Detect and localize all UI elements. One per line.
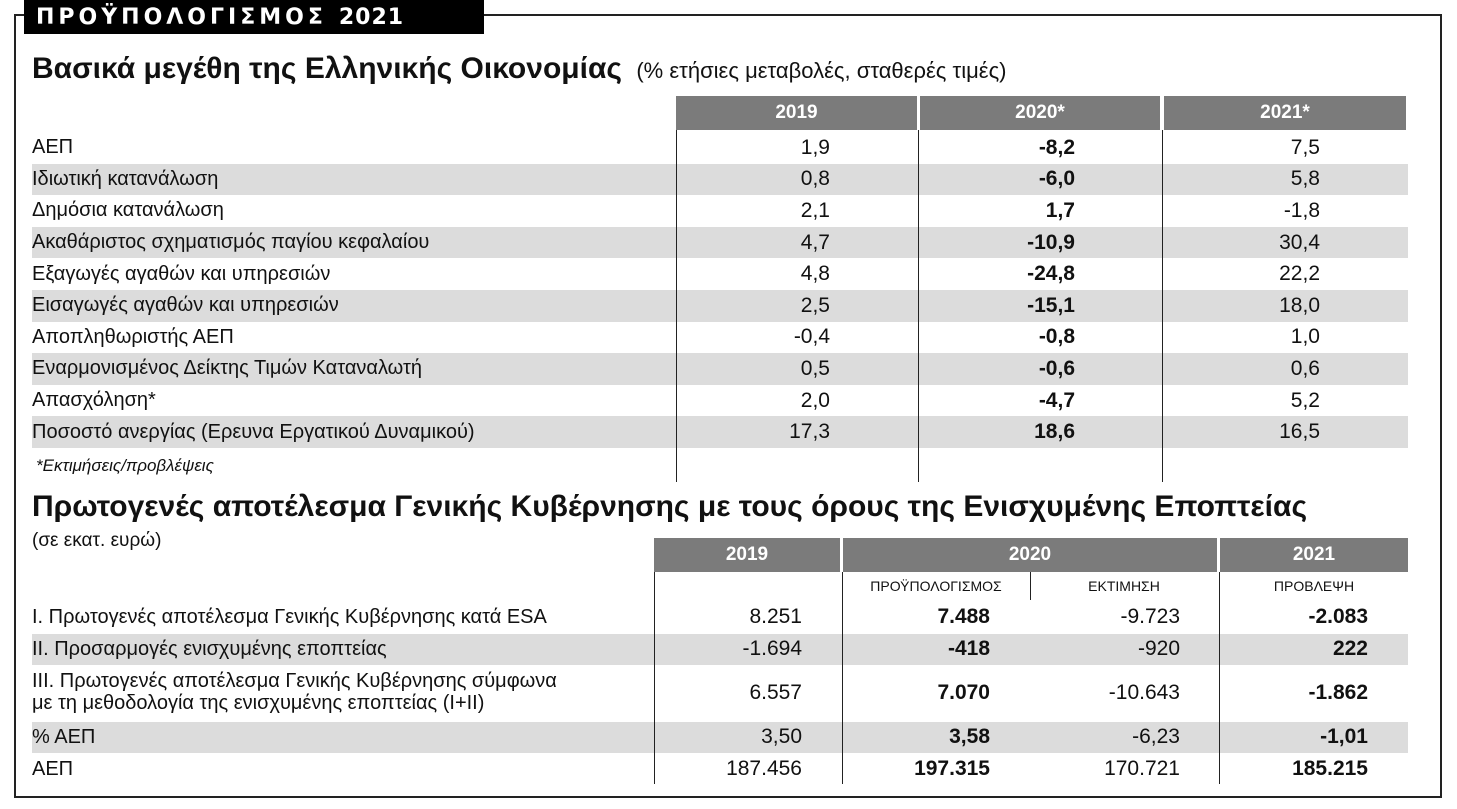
table1-header-2021: 2021* — [1164, 96, 1406, 130]
table2-subheader-budget: ΠΡΟΫΠΟΛΟΓΙΣΜΟΣ — [870, 578, 1002, 594]
table2-divider — [654, 572, 655, 784]
value-2021-forecast: -2.083 — [1308, 604, 1368, 628]
value-2020: -0,8 — [1038, 325, 1075, 349]
row-label — [32, 606, 547, 628]
value-2021: 18,0 — [1279, 293, 1320, 317]
value-2021: 5,8 — [1290, 167, 1320, 191]
value-2019: 0,5 — [800, 356, 830, 380]
value-2020: -6,0 — [1038, 167, 1075, 191]
row-label-line: II. Προσαρμογές ενισχυμένης εποπτείας — [32, 638, 387, 660]
value-2020: -8,2 — [1038, 135, 1075, 159]
value-2019: 8.251 — [749, 604, 802, 628]
table2-unit: (σε εκατ. ευρώ) — [32, 530, 162, 551]
value-2020-estimate: -9.723 — [1120, 604, 1180, 628]
value-2020: -24,8 — [1027, 262, 1075, 286]
value-2019: 2,0 — [800, 388, 830, 412]
value-2020: -4,7 — [1038, 388, 1075, 412]
value-2021-forecast: 185.215 — [1292, 756, 1368, 780]
row-label: Απασχόληση* — [32, 389, 156, 412]
table1-divider — [1162, 130, 1163, 482]
table-row — [32, 322, 1408, 354]
table2-header-2021: 2021 — [1220, 538, 1408, 572]
table2-divider — [1030, 572, 1031, 600]
table-row — [32, 722, 1408, 753]
value-2021: 1,0 — [1290, 325, 1320, 349]
value-2020: 18,6 — [1034, 420, 1075, 444]
table1-divider — [676, 130, 677, 482]
value-2019: 4,8 — [800, 262, 830, 286]
row-label-line: I. Πρωτογενές αποτέλεσμα Γενικής Κυβέρνησης κατά ESA — [32, 606, 547, 628]
row-label: Εξαγωγές αγαθών και υπηρεσιών — [32, 262, 331, 285]
row-label: Εναρμονισμένος Δείκτης Τιμών Καταναλωτή — [32, 357, 423, 380]
table-row — [32, 416, 1408, 448]
kicker-text: ΠΡΟΫΠΟΛΟΓΙΣΜΟΣ — [36, 4, 327, 30]
table-row — [32, 353, 1408, 385]
value-2021-forecast: 222 — [1332, 636, 1368, 660]
row-label-line: ΑΕΠ — [32, 758, 74, 780]
row-label: ΑΕΠ — [32, 136, 74, 159]
value-2021: -1,8 — [1283, 198, 1320, 222]
value-2019: 2,5 — [800, 293, 830, 317]
value-2020: -15,1 — [1027, 293, 1075, 317]
value-2020-budget: 7.070 — [937, 680, 990, 704]
row-label — [32, 726, 95, 748]
table1-header-2019: 2019 — [676, 96, 917, 130]
value-2020: 1,7 — [1045, 198, 1075, 222]
table2-header-2019: 2019 — [654, 538, 840, 572]
value-2019: -1.694 — [742, 636, 802, 660]
value-2021-forecast: -1.862 — [1308, 680, 1368, 704]
kicker-year: 2021 — [338, 4, 405, 30]
table2-header-2020: 2020 — [843, 538, 1217, 572]
value-2020-estimate: -10.643 — [1108, 680, 1180, 704]
value-2019: 3,50 — [761, 724, 802, 748]
table1-title-text: Βασικά μεγέθη της Ελληνικής Οικονομίας — [32, 52, 622, 85]
value-2020-budget: 7.488 — [937, 604, 990, 628]
row-label: Εισαγωγές αγαθών και υπηρεσιών — [32, 294, 339, 317]
table-row — [32, 602, 1408, 633]
row-label — [32, 670, 557, 714]
table-row — [32, 666, 1408, 721]
table2-divider — [1219, 572, 1220, 784]
value-2021: 5,2 — [1290, 388, 1320, 412]
table2-subheader-forecast: ΠΡΟΒΛΕΨΗ — [1273, 578, 1355, 594]
value-2019: 2,1 — [800, 198, 830, 222]
value-2019: 4,7 — [800, 230, 830, 254]
table-row — [32, 754, 1408, 785]
table1-divider — [918, 130, 919, 482]
table2-divider — [842, 572, 843, 784]
value-2020-budget: 3,58 — [949, 724, 990, 748]
value-2020-estimate: -6,23 — [1132, 724, 1180, 748]
table-row — [32, 164, 1408, 196]
value-2019: 6.557 — [749, 680, 802, 704]
value-2021: 22,2 — [1279, 262, 1320, 286]
value-2021: 7,5 — [1290, 135, 1320, 159]
value-2020-estimate: -920 — [1137, 636, 1180, 660]
table1-footnote: *Εκτιμήσεις/προβλέψεις — [36, 456, 214, 475]
section-kicker — [24, 0, 484, 34]
value-2019: 1,9 — [800, 135, 830, 159]
row-label — [32, 638, 387, 660]
table-row — [32, 195, 1408, 227]
row-label-line: με τη μεθοδολογία της ενισχυμένης εποπτείας (I+II) — [32, 692, 485, 714]
value-2019: 187.456 — [726, 756, 802, 780]
row-label: Ακαθάριστος σχηματισμός παγίου κεφαλαίου — [32, 231, 430, 254]
value-2019: 17,3 — [789, 420, 830, 444]
row-label: Ιδιωτική κατανάλωση — [32, 167, 219, 190]
value-2020-budget: 197.315 — [914, 756, 990, 780]
table1-unit: (% ετήσιες μεταβολές, σταθερές τιμές) — [636, 58, 1007, 83]
value-2021: 16,5 — [1279, 420, 1320, 444]
value-2020-budget: -418 — [947, 636, 990, 660]
value-2021: 30,4 — [1279, 230, 1320, 254]
row-label: Δημόσια κατανάλωση — [32, 199, 224, 222]
value-2020-estimate: 170.721 — [1104, 756, 1180, 780]
row-label: Αποπληθωριστής ΑΕΠ — [32, 325, 234, 348]
table1-header-2020: 2020* — [920, 96, 1160, 130]
table-row — [32, 258, 1408, 290]
value-2021: 0,6 — [1290, 356, 1320, 380]
table-row — [32, 385, 1408, 417]
value-2020: -10,9 — [1027, 230, 1075, 254]
value-2019: 0,8 — [800, 167, 830, 191]
value-2020: -0,6 — [1038, 356, 1075, 380]
row-label — [32, 758, 73, 780]
table-row — [32, 290, 1408, 322]
row-label-line: III. Πρωτογενές αποτέλεσμα Γενικής Κυβέρνησης σύμφωνα — [32, 670, 557, 692]
table-row — [32, 634, 1408, 665]
table1-title — [32, 52, 1007, 86]
row-label: Ποσοστό ανεργίας (Ερευνα Εργατικού Δυναμικού) — [32, 420, 475, 443]
value-2019: -0,4 — [793, 325, 830, 349]
table2-subheader-estimate: ΕΚΤΙΜΗΣΗ — [1088, 578, 1160, 594]
table-row — [32, 227, 1408, 259]
table2-title: Πρωτογενές αποτέλεσμα Γενικής Κυβέρνησης με τους όρους της Ενισχυμένης Εποπτείας — [32, 490, 1308, 523]
table-row — [32, 132, 1408, 164]
row-label-line: % ΑΕΠ — [32, 726, 96, 748]
value-2021-forecast: -1,01 — [1320, 724, 1368, 748]
